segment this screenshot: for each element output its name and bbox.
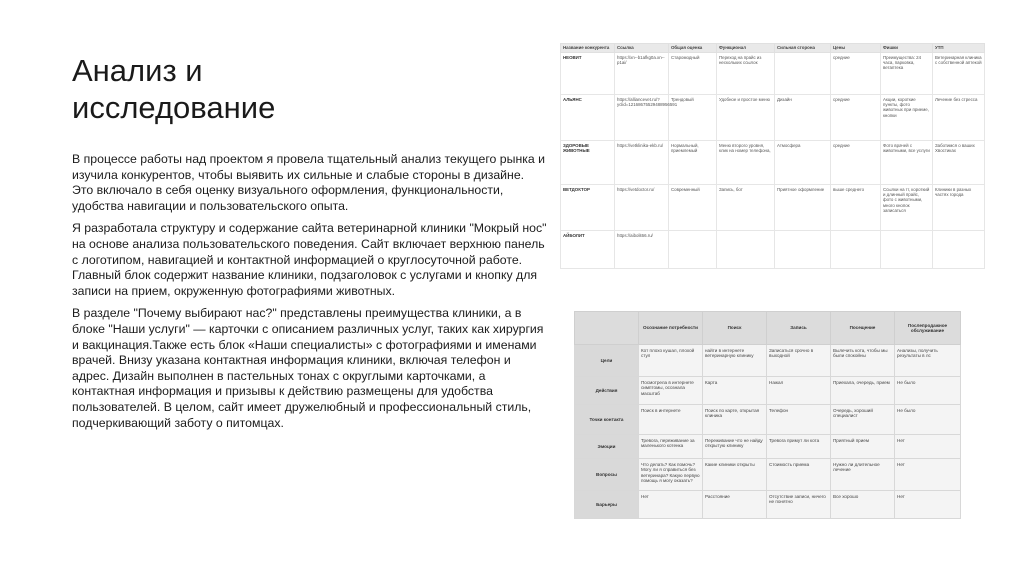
competitor-cell: Лечение без стресса	[933, 95, 985, 141]
competitor-table-body	[561, 53, 985, 269]
competitor-row	[561, 231, 985, 269]
competitor-cell: средние	[831, 141, 881, 185]
cjm-table-body	[575, 345, 961, 519]
cjm-cell: Телефон	[767, 405, 831, 435]
cjm-row-label: Действия	[575, 377, 639, 405]
competitor-header-cell: Общая оценка	[669, 44, 717, 53]
competitor-cell: Трендовый	[669, 95, 717, 141]
competitor-cell: Фото врачей с животными, все услуги	[881, 141, 933, 185]
competitor-cell: Запись, бот	[717, 185, 775, 231]
cjm-header-cell: Запись	[767, 312, 831, 345]
cjm-cell: Посмотрела в интернете симптомы, осознала масштаб	[639, 377, 703, 405]
competitor-header-cell: Название конкурента	[561, 44, 615, 53]
cjm-header-cell: Осознание потребности	[639, 312, 703, 345]
cjm-cell: Тревога, переживание за маленького котенка	[639, 435, 703, 459]
cjm-header-cell: Послепродажное обслуживание	[895, 312, 961, 345]
competitor-cell: выше среднего	[831, 185, 881, 231]
competitor-cell	[775, 53, 831, 95]
competitor-header-cell: Ссылка	[615, 44, 669, 53]
competitor-cell: https://alliancevet.ru/?yclid=12168675529488956591	[615, 95, 669, 141]
cjm-cell: Нажал	[767, 377, 831, 405]
competitor-cell: Заботимся о ваших Хвостиках	[933, 141, 985, 185]
cjm-cell: Стоимость приема	[767, 459, 831, 491]
description-text	[72, 152, 548, 438]
cjm-row	[575, 405, 961, 435]
competitor-cell: Меню второго уровня, клик на номер телефона,	[717, 141, 775, 185]
cjm-header-cell: Поиск	[703, 312, 767, 345]
competitor-row-label: ЗДОРОВЫЕ ЖИВОТНЫЕ	[561, 141, 615, 185]
cjm-cell: Что делать? Как помочь? Могу ли я справиться без ветеринара? Какую первую помощь я могу оказать?	[639, 459, 703, 491]
title-line-2: исследование	[72, 90, 276, 125]
competitor-cell	[831, 231, 881, 269]
competitor-row	[561, 141, 985, 185]
competitor-cell	[881, 231, 933, 269]
competitor-cell: Акции, короткие пункты, фото животных при приеме, кнопки	[881, 95, 933, 141]
paragraph-sections: В разделе "Почему выбирают нас?" представлены преимущества клиники, а в блоке "Наши услуги" — карточки с описанием различных услуг, таких как хирургия и вакцинация.Также есть блок «Наши специалисты» с фотографиями и именами врачей. Внизу указана контактная информация клиники, включая телефон и адрес. Дизайн выполнен в пастельных тонах с округлыми карточками, а контактная информация и призывы к действию размещены для удобства пользователей. В целом, сайт имеет дружелюбный и профессиональный стиль, подчеркивающий заботу о питомцах.	[72, 306, 544, 430]
cjm-cell: Переживание что не найду открытую клинику	[703, 435, 767, 459]
cjm-row	[575, 377, 961, 405]
cjm-cell: Поиск в интернете	[639, 405, 703, 435]
competitor-cell: Старомодный	[669, 53, 717, 95]
competitor-row-label: ВЕТДОКТОР	[561, 185, 615, 231]
competitor-analysis-table	[560, 43, 985, 269]
competitor-cell: Ссылки на тг, короткий и длинный прайс, фото с животными, много кнопок записаться	[881, 185, 933, 231]
title-line-1: Анализ и	[72, 53, 203, 88]
cjm-cell: Анализы, получить результаты в лс	[895, 345, 961, 377]
competitor-cell	[669, 231, 717, 269]
cjm-cell: Не было	[895, 377, 961, 405]
competitor-cell: Клиники в разных частях города	[933, 185, 985, 231]
competitor-cell: https://vetklinika-ekb.ru/	[615, 141, 669, 185]
competitor-cell: Нормальный, приемлемый	[669, 141, 717, 185]
competitor-cell: Ветеринарная клиника с собственной аптекой	[933, 53, 985, 95]
cjm-cell: Приятный прием	[831, 435, 895, 459]
cjm-cell: Записаться срочно в выходной	[767, 345, 831, 377]
cjm-cell: Приехала, очередь, прием	[831, 377, 895, 405]
cjm-cell: найти в интернете ветеринарную клинику	[703, 345, 767, 377]
competitor-cell: Приятное оформление	[775, 185, 831, 231]
competitor-cell	[933, 231, 985, 269]
competitor-row	[561, 95, 985, 141]
cjm-cell: Не было	[895, 405, 961, 435]
cjm-cell: Поиск по карте, открытая клиника	[703, 405, 767, 435]
competitor-cell: https://xn--b1afkg0a.xn--p1ai/	[615, 53, 669, 95]
competitor-row	[561, 53, 985, 95]
competitor-header-cell: Сильная сторона	[775, 44, 831, 53]
competitor-header-row	[561, 44, 985, 53]
cjm-row	[575, 459, 961, 491]
competitor-row-label: АЛЬЯНС	[561, 95, 615, 141]
cjm-row-label: Точки контакта	[575, 405, 639, 435]
cjm-row	[575, 435, 961, 459]
cjm-cell: Все хорошо	[831, 491, 895, 519]
competitor-cell: средние	[831, 95, 881, 141]
competitor-cell: Дизайн	[775, 95, 831, 141]
cjm-cell: Какие клиники открыты	[703, 459, 767, 491]
cjm-header-cell	[575, 312, 639, 345]
competitor-cell: Современный	[669, 185, 717, 231]
competitor-cell: Переход на прайс из нескольких ссылок	[717, 53, 775, 95]
competitor-cell: Удобное и простое меню	[717, 95, 775, 141]
cjm-cell: Очередь, хороший специалист	[831, 405, 895, 435]
cjm-header-cell: Посещение	[831, 312, 895, 345]
slide-title	[72, 52, 275, 126]
cjm-cell: Вылечить кота, чтобы мы были спокойны	[831, 345, 895, 377]
cjm-cell: Нет	[895, 459, 961, 491]
cjm-cell: Нужно ли длительное лечение	[831, 459, 895, 491]
cjm-row-label: Барьеры	[575, 491, 639, 519]
cjm-row	[575, 345, 961, 377]
competitor-row-label: АЙБОЛИТ	[561, 231, 615, 269]
cjm-row-label: Цели	[575, 345, 639, 377]
paragraph-market-analysis: В процессе работы над проектом я провела тщательный анализ текущего рынка и изучила конкурентов, чтобы выявить их сильные и слабые стороны в дизайне. Это включало в себя оценку визуального оформления, функциональности, удобства навигации и пользовательского опыта.	[72, 152, 546, 213]
competitor-header-cell: Функционал	[717, 44, 775, 53]
cjm-cell: Отсутствие записи, ничего не понятно	[767, 491, 831, 519]
competitor-cell	[717, 231, 775, 269]
competitor-row-label: НЕОВИТ	[561, 53, 615, 95]
cjm-cell: Нет	[895, 435, 961, 459]
competitor-cell: https://vetdoctor.ru/	[615, 185, 669, 231]
competitor-header-cell: УТП	[933, 44, 985, 53]
cjm-row	[575, 491, 961, 519]
cjm-cell: Расстояние	[703, 491, 767, 519]
competitor-cell: Преимущества: 24 часа, парковка, ветаптека	[881, 53, 933, 95]
customer-journey-map-table	[574, 311, 961, 519]
cjm-cell: Нет	[639, 491, 703, 519]
cjm-cell: Тревога примут ли кота	[767, 435, 831, 459]
cjm-row-label: Эмоции	[575, 435, 639, 459]
cjm-row-label: Вопросы	[575, 459, 639, 491]
cjm-header-row	[575, 312, 961, 345]
competitor-header-cell: Цены	[831, 44, 881, 53]
competitor-cell	[775, 231, 831, 269]
cjm-cell: Кот плохо кушал, плохой стул	[639, 345, 703, 377]
competitor-cell: средние	[831, 53, 881, 95]
cjm-cell: Карта	[703, 377, 767, 405]
cjm-cell: Нет	[895, 491, 961, 519]
competitor-header-cell: Фишки	[881, 44, 933, 53]
paragraph-site-structure: Я разработала структуру и содержание сайта ветеринарной клиники "Мокрый нос" на основе анализа пользовательского поведения. Сайт включает верхнюю панель с логотипом, навигацией и контактной информацией о круглосуточной работе. Главный блок содержит название клиники, подзаголовок с услугами и кнопку для записи на прием, окруженную фотографиями животных.	[72, 221, 547, 298]
competitor-cell: Атмосфера	[775, 141, 831, 185]
competitor-cell: https://aibolit66.ru/	[615, 231, 669, 269]
competitor-row	[561, 185, 985, 231]
